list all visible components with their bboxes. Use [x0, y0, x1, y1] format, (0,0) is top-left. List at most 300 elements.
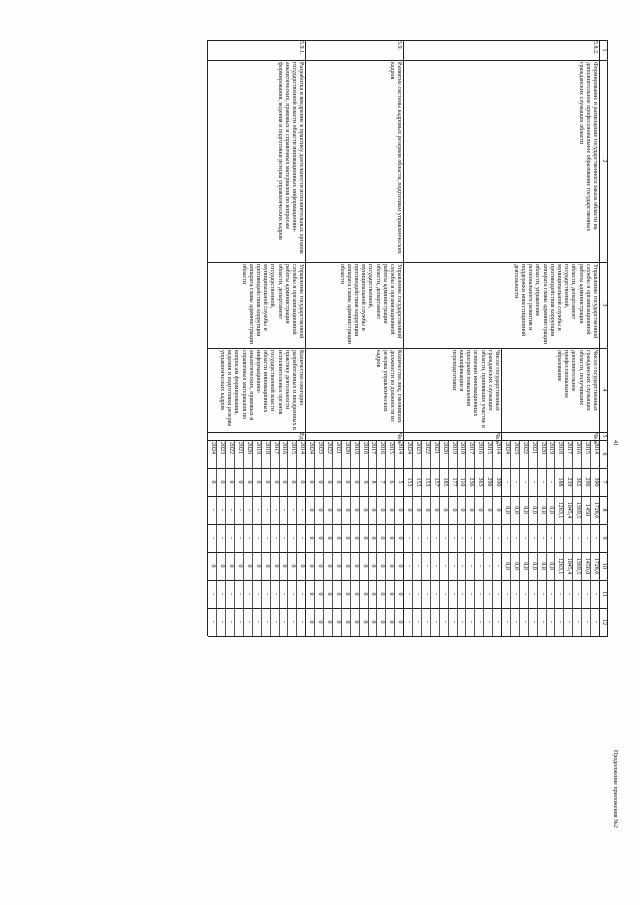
value-cell: - [468, 537, 475, 539]
year-cell: 2015 [584, 442, 591, 454]
value-cell: 9 [361, 480, 368, 484]
row-name: Формирование и размещение государственного заказа области на дополнительное профессиональное образование государственных гражданских служащих области [577, 62, 598, 232]
year-cell: 2017 [566, 442, 573, 454]
value-cell: 0,0 [504, 506, 510, 514]
year-cell: 2015 [486, 442, 493, 454]
value-cell: - [299, 537, 306, 539]
page-number: 41 [612, 440, 618, 446]
value-cell: 0 [281, 564, 288, 568]
year-cell: 2021 [432, 442, 439, 454]
row-divider [510, 440, 511, 636]
value-cell: - [219, 621, 226, 623]
value-cell: - [245, 593, 252, 595]
column-line [208, 524, 608, 525]
value-cell: 0 [334, 620, 341, 624]
value-cell: 0 [379, 564, 386, 568]
value-cell: 0 [281, 480, 288, 484]
column-line [208, 580, 608, 581]
value-cell: - [495, 537, 502, 539]
value-cell: 0 [317, 620, 324, 624]
row-divider [359, 440, 360, 636]
value-cell: - [299, 621, 306, 623]
value-cell: - [406, 537, 413, 539]
value-cell: 0 [343, 480, 350, 484]
row-name: Разработка и внедрение в практику деятельности исполнительных органов государственной власти области инновационных информационно-аналитических, правовых и справочных материалов по вопросам формирования, ведения и подготовки резерва управленческих кадров [276, 62, 305, 254]
year-cell: 2014 [299, 442, 306, 454]
value-cell: 0 [361, 536, 368, 540]
value-cell: 0 [343, 564, 350, 568]
value-cell: - [521, 621, 528, 623]
row-divider [243, 440, 244, 636]
value-cell: - [477, 565, 484, 567]
value-cell: 0,0 [521, 562, 528, 570]
value-cell: 1369,5 [575, 557, 582, 575]
value-cell: - [539, 621, 546, 623]
value-cell: - [486, 593, 493, 595]
column-header: 10 [601, 563, 607, 569]
year-cell: 2016 [477, 442, 484, 454]
value-cell: - [521, 593, 528, 595]
value-cell: 0 [317, 536, 324, 540]
value-cell: - [548, 537, 555, 539]
value-cell: - [415, 537, 421, 539]
value-cell: - [263, 621, 270, 623]
value-cell: 290 [486, 477, 493, 487]
value-cell: - [575, 537, 582, 539]
column-line [208, 60, 608, 61]
indicator-unit: Чел. [494, 433, 501, 445]
value-cell: - [228, 593, 235, 595]
row-divider [492, 440, 493, 636]
value-cell: - [254, 593, 261, 595]
year-cell: 2021 [334, 442, 341, 454]
value-cell: 0 [219, 480, 226, 484]
value-cell: 0,0 [512, 562, 519, 570]
value-cell: - [521, 481, 528, 483]
value-cell: - [272, 593, 279, 595]
value-cell: 0 [308, 592, 315, 596]
value-cell: 0 [308, 536, 315, 540]
value-cell: - [237, 593, 243, 595]
value-cell: 0 [486, 508, 493, 512]
value-cell: - [557, 537, 564, 539]
value-cell: - [237, 621, 243, 623]
column-header: 12 [601, 619, 607, 625]
value-cell: - [254, 509, 261, 511]
value-cell: 185 [441, 477, 448, 487]
column-line [208, 432, 608, 433]
row-divider [270, 440, 271, 636]
value-cell: - [477, 537, 484, 539]
value-cell: - [423, 537, 430, 539]
row-divider [394, 440, 395, 636]
value-cell: - [575, 593, 582, 595]
row-divider [377, 440, 378, 636]
column-header: 8 [601, 508, 607, 512]
column-line [208, 348, 608, 349]
value-cell: 0 [370, 536, 377, 540]
value-cell: - [210, 621, 217, 623]
year-cell: 2023 [415, 442, 421, 454]
section-divider [305, 40, 306, 636]
value-cell: 0 [370, 592, 377, 596]
value-cell: - [290, 621, 297, 623]
row-divider [581, 440, 582, 636]
value-cell: 0 [388, 536, 395, 540]
value-cell: - [584, 537, 591, 539]
value-cell: 0 [343, 536, 350, 540]
value-cell: - [406, 593, 413, 595]
value-cell: 0 [334, 592, 341, 596]
value-cell: - [593, 593, 599, 595]
value-cell: - [228, 537, 235, 539]
value-cell: - [495, 593, 502, 595]
value-cell: - [504, 537, 510, 539]
value-cell: 390 [593, 477, 599, 487]
value-cell: - [486, 565, 493, 567]
value-cell: 0,0 [539, 562, 546, 570]
value-cell: - [539, 481, 546, 483]
value-cell: 1369,5 [575, 501, 582, 519]
value-cell: - [441, 565, 448, 567]
row-divider [430, 440, 431, 636]
row-divider [421, 440, 422, 636]
row-divider [296, 440, 297, 636]
value-cell: - [228, 509, 235, 511]
value-cell: - [584, 621, 591, 623]
value-cell: 1450,0 [584, 557, 591, 575]
value-cell: 0 [352, 620, 359, 624]
value-cell: 0 [263, 564, 270, 568]
rotated-table-sheet [20, 30, 620, 870]
value-cell: - [459, 565, 466, 567]
value-cell: - [228, 621, 235, 623]
value-cell: - [281, 509, 288, 511]
value-cell: - [450, 593, 457, 595]
year-cell: 2019 [352, 442, 359, 454]
section-divider [207, 40, 208, 636]
value-cell: - [495, 565, 502, 567]
value-cell: - [450, 537, 457, 539]
value-cell: 0,0 [512, 506, 519, 514]
row-divider [483, 440, 484, 636]
value-cell: 0 [317, 564, 324, 568]
value-cell: 0 [272, 564, 279, 568]
indicator-text: Число государственных гражданских служащих области, принявших участие в освоении инновационных программ повышения квалификации и переподготовки [450, 350, 501, 428]
value-cell: - [548, 481, 555, 483]
value-cell: - [290, 537, 297, 539]
value-cell: 0 [326, 508, 332, 512]
value-cell: 0 [263, 480, 270, 484]
row-executor: Управление государственной службы и организационной работы администрации области, департамент государственной, муниципальной службы и противодействия коррупции аппарата главы администрации области, управление регионального развития и поддержки инвестиционной деятельности [512, 264, 598, 345]
value-cell: - [237, 537, 243, 539]
year-cell: 2024 [406, 442, 413, 454]
value-cell: - [441, 593, 448, 595]
value-cell: 0 [450, 508, 457, 512]
value-cell: - [299, 509, 306, 511]
column-header: 7 [601, 480, 607, 484]
column-line [208, 262, 608, 263]
value-cell: 188 [557, 477, 564, 487]
value-cell: 290 [584, 477, 591, 487]
value-cell: 0 [343, 592, 350, 596]
value-cell: - [441, 621, 448, 623]
value-cell: 0 [397, 536, 404, 540]
year-cell: 2014 [495, 442, 502, 454]
value-cell: - [468, 565, 475, 567]
value-cell: 1045,4 [566, 501, 573, 519]
value-cell: - [593, 537, 599, 539]
section-divider [403, 40, 404, 636]
value-cell: 0 [459, 508, 466, 512]
value-cell: 0 [388, 592, 395, 596]
value-cell: - [521, 537, 528, 539]
value-cell: - [272, 537, 279, 539]
value-cell: 0 [370, 564, 377, 568]
value-cell: - [530, 537, 537, 539]
table-border-top [607, 40, 608, 636]
value-cell: 1263,1 [557, 501, 564, 519]
value-cell: 7 [379, 480, 386, 484]
year-cell: 2020 [343, 442, 350, 454]
row-executor: Управление государственной службы и организационной работы администрации области, департамент государственной, муниципальной службы и противодействия коррупции аппарата главы администрации области [338, 264, 403, 345]
value-cell: 0 [254, 480, 261, 484]
year-cell: 2022 [423, 442, 430, 454]
column-header: 11 [601, 591, 607, 597]
value-cell: - [210, 537, 217, 539]
row-divider [323, 440, 324, 636]
value-cell: - [512, 481, 519, 483]
value-cell: 0 [228, 480, 235, 484]
value-cell: - [299, 593, 306, 595]
column-header: 3 [601, 303, 607, 307]
value-cell: 0 [388, 620, 395, 624]
value-cell: 153 [406, 477, 413, 487]
year-cell: 2018 [361, 442, 368, 454]
value-cell: - [468, 593, 475, 595]
indicator-text: Количество ежегодно разработанных и внедренных в практику деятельности исполнительных органов государственной власти области инновационных информационно-аналитических, правовых и справочных материалов по вопросам формирования, ведения и подготовки резерва управленческих кадров [219, 350, 305, 430]
value-cell: - [566, 593, 573, 595]
value-cell: - [459, 537, 466, 539]
value-cell: 0,0 [504, 562, 510, 570]
value-cell: 0 [379, 508, 386, 512]
year-cell: 2018 [557, 442, 564, 454]
value-cell: - [557, 593, 564, 595]
value-cell: 0 [326, 564, 332, 568]
value-cell: 0 [317, 480, 324, 484]
year-cell: 2022 [326, 442, 332, 454]
row-divider [279, 440, 280, 636]
year-cell: 2020 [245, 442, 252, 454]
value-cell: 0 [228, 564, 235, 568]
value-cell: - [415, 565, 421, 567]
row-code: 5.9.1. [298, 41, 305, 55]
value-cell: 0 [343, 508, 350, 512]
column-line [208, 468, 608, 469]
value-cell: - [539, 593, 546, 595]
value-cell: 0 [477, 508, 484, 512]
value-cell: - [219, 593, 226, 595]
year-cell: 2022 [521, 442, 528, 454]
year-cell: 2019 [254, 442, 261, 454]
value-cell: 0 [361, 508, 368, 512]
year-cell: 2023 [512, 442, 519, 454]
year-cell: 2018 [263, 442, 270, 454]
indicator-text: Количество лиц, сменивших должности из должности из резерва управленческих кадров [374, 350, 403, 423]
value-cell: 390 [495, 477, 502, 487]
value-cell: - [210, 509, 217, 511]
row-divider [368, 440, 369, 636]
value-cell: 0 [370, 508, 377, 512]
value-cell: 0 [441, 508, 448, 512]
value-cell: - [432, 593, 439, 595]
value-cell: - [575, 621, 582, 623]
indicator-unit: Чел. [592, 433, 598, 445]
value-cell: - [495, 621, 502, 623]
value-cell: 0 [415, 508, 421, 512]
indicator-divider [501, 348, 502, 636]
year-cell: 2019 [548, 442, 555, 454]
column-header: 9 [601, 536, 607, 540]
year-cell: 2017 [370, 442, 377, 454]
value-cell: - [237, 509, 243, 511]
row-divider [457, 440, 458, 636]
value-cell: 0 [423, 508, 430, 512]
value-cell: 0 [361, 592, 368, 596]
value-cell: - [263, 509, 270, 511]
year-cell: 2020 [539, 442, 546, 454]
year-cell: 2016 [379, 442, 386, 454]
row-code: 5.8.2. [592, 41, 598, 55]
year-cell: 2024 [308, 442, 315, 454]
year-cell: 2024 [504, 442, 510, 454]
value-cell: 0 [370, 620, 377, 624]
value-cell: 0 [397, 592, 404, 596]
row-divider [314, 440, 315, 636]
value-cell: 0 [299, 480, 306, 484]
column-header: 6 [601, 452, 607, 456]
value-cell: - [432, 565, 439, 567]
value-cell: 1728,6 [593, 557, 599, 575]
year-cell: 2015 [290, 442, 297, 454]
year-cell: 2015 [388, 442, 395, 454]
value-cell: - [423, 593, 430, 595]
value-cell: - [530, 621, 537, 623]
value-cell: - [512, 537, 519, 539]
value-cell: 0 [406, 508, 413, 512]
value-cell: 0 [468, 508, 475, 512]
value-cell: - [486, 621, 493, 623]
value-cell: 0 [326, 620, 332, 624]
value-cell: - [477, 593, 484, 595]
value-cell: 1263,1 [557, 557, 564, 575]
value-cell: 1045,4 [566, 557, 573, 575]
row-divider [572, 440, 573, 636]
value-cell: 0 [379, 592, 386, 596]
year-cell: 2020 [441, 442, 448, 454]
value-cell: - [566, 537, 573, 539]
value-cell: 0 [245, 480, 252, 484]
value-cell: - [415, 621, 421, 623]
value-cell: 0,0 [539, 506, 546, 514]
value-cell: - [566, 621, 573, 623]
value-cell: 0 [237, 564, 243, 568]
value-cell: 0 [245, 564, 252, 568]
value-cell: 110 [459, 477, 466, 487]
year-cell: 2022 [228, 442, 235, 454]
year-cell: 2019 [450, 442, 457, 454]
row-divider [590, 440, 591, 636]
value-cell: - [254, 537, 261, 539]
indicator-text: Число государственных гражданских служащих области, получивших дополнительное профессиональное образование [555, 350, 598, 411]
year-cell: 2021 [237, 442, 243, 454]
column-line [208, 552, 608, 553]
value-cell: 0,0 [530, 562, 537, 570]
value-cell: - [281, 537, 288, 539]
value-cell: 0 [495, 508, 502, 512]
row-divider [528, 440, 529, 636]
indicator-unit: Чел. [396, 433, 403, 445]
value-cell: 0 [308, 508, 315, 512]
value-cell: 363 [477, 477, 484, 487]
value-cell: 0 [272, 480, 279, 484]
row-divider [546, 440, 547, 636]
value-cell: - [450, 565, 457, 567]
value-cell: 0 [290, 564, 297, 568]
row-divider [341, 440, 342, 636]
value-cell: 0 [334, 536, 341, 540]
value-cell: - [450, 621, 457, 623]
value-cell: 0 [397, 620, 404, 624]
value-cell: - [459, 621, 466, 623]
value-cell: 0,0 [548, 562, 555, 570]
year-cell: 2014 [593, 442, 599, 454]
row-divider [563, 440, 564, 636]
year-cell: 2016 [281, 442, 288, 454]
value-cell: - [245, 621, 252, 623]
value-cell: - [468, 621, 475, 623]
value-cell: 1450 [584, 504, 591, 516]
value-cell: - [281, 593, 288, 595]
year-cell: 2018 [459, 442, 466, 454]
row-executor: Управление государственной службы и организационной работы администрации области, департамент государственной, муниципальной службы и противодействия коррупции аппарата главы администрации области [240, 264, 305, 345]
row-divider [385, 440, 386, 636]
value-cell: - [423, 565, 430, 567]
value-cell: 0 [308, 620, 315, 624]
row-name: Развитие системы кадровых резервов области, подготовки управленческих кадров [389, 62, 403, 254]
row-divider [225, 440, 226, 636]
value-cell: 0 [379, 536, 386, 540]
value-cell: 0 [308, 480, 315, 484]
row-divider [252, 440, 253, 636]
value-cell: 0 [334, 480, 341, 484]
value-cell: - [245, 509, 252, 511]
value-cell: - [486, 537, 493, 539]
year-cell: 2014 [397, 442, 404, 454]
value-cell: 0 [326, 480, 332, 484]
value-cell: 239 [566, 477, 573, 487]
year-cell: 2021 [530, 442, 537, 454]
value-cell: - [530, 593, 537, 595]
value-cell: - [512, 593, 519, 595]
value-cell: 0 [361, 564, 368, 568]
value-cell: - [441, 537, 448, 539]
value-cell: - [477, 621, 484, 623]
value-cell: 365 [575, 477, 582, 487]
value-cell: 0 [343, 620, 350, 624]
row-divider [448, 440, 449, 636]
row-divider [439, 440, 440, 636]
